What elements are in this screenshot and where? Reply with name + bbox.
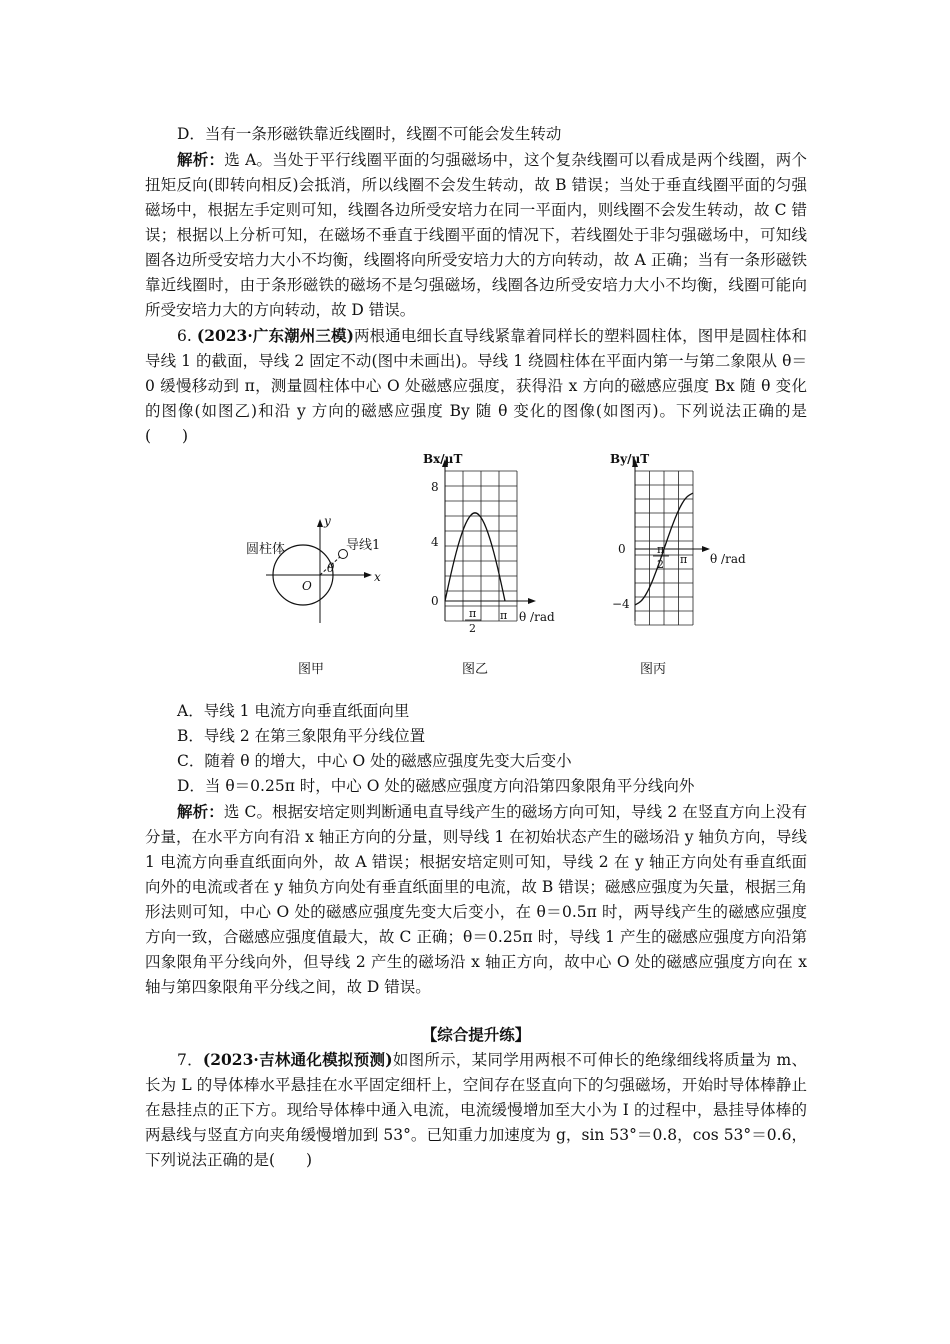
label-x: x <box>374 570 381 584</box>
caption-bing: 图丙 <box>640 662 667 677</box>
yi-xtick-pi-half-den: 2 <box>469 622 476 635</box>
q7-source: (2023·吉林通化模拟预测) <box>202 1050 393 1069</box>
caption-yi: 图乙 <box>462 662 489 677</box>
section-heading: 【综合提升练】 <box>421 1025 531 1044</box>
label-cylinder: 圆柱体 <box>246 542 286 557</box>
bing-x-arrow-icon <box>702 546 710 552</box>
label-wire1: 导线1 <box>346 538 381 553</box>
yi-ytick-4: 4 <box>431 535 439 549</box>
yi-xlabel: θ /rad <box>519 610 555 624</box>
yi-series-line <box>445 513 505 601</box>
q6-option-c: C．随着 θ 的增大，中心 O 处的磁感应强度先变大后变小 <box>177 752 572 770</box>
q7-stem-text: 如图所示，某同学用两根不可伸长的绝缘细线将质量为 m、长为 L 的导体棒水平悬挂在水平固定细杆上，空间存在竖直向下的匀强磁场，开始时导体棒静止在悬挂点的正下方。现给导体棒中通入电流，电流缓慢增加至大小为 I 的过程中，悬挂导体棒的两悬线与竖直方向夹角缓慢增加到 53°。已知重力加速度为 g，sin 53°＝0.8，cos 53°＝0.6，下列说法正确的是( ) <box>145 1051 807 1169</box>
caption-jia: 图甲 <box>298 662 325 677</box>
fig-bing <box>600 451 766 687</box>
q5-analysis-label: 解析： <box>177 150 225 169</box>
yi-x-arrow-icon <box>528 598 536 604</box>
yi-xtick-pi-half-num: π <box>469 607 477 620</box>
yi-ytick-0: 0 <box>431 594 439 608</box>
fig-jia <box>240 491 390 687</box>
q6-stem <box>145 323 807 449</box>
yi-ylabel: Bx/μT <box>423 452 463 466</box>
q6-analysis-label: 解析： <box>177 802 224 821</box>
bing-xtick-pi-half-den: 2 <box>657 558 664 571</box>
bing-xtick-pi-half-num: π <box>657 543 665 556</box>
q5-option-d: D．当有一条形磁铁靠近线圈时，线圈不可能会发生转动 <box>177 125 562 143</box>
document-page <box>145 122 807 1173</box>
bing-ytick-neg4: −4 <box>612 597 630 611</box>
label-o: O <box>302 579 312 593</box>
q6-source: (2023·广东潮州三模) <box>196 326 354 345</box>
q6-analysis-text: 选 C。根据安培定则判断通电直导线产生的磁场方向可知，导线 2 在竖直方向上没有分量，在水平方向有沿 x 轴正方向的分量，则导线 1 在初始状态产生的磁场沿 y 轴负方向，导线 1 电流方向垂直纸面向外，故 A 错误；根据安培定则可知，导线 2 在 y 轴正方向处有垂直纸面向外的电流或者在 y 轴负方向处有垂直纸面里的电流，故 B 错误；磁感应强度为矢量，根据三角形法则可知，中心 O 处的磁感应强度先变大后变小，在 θ＝0.5π 时，两导线产生的磁感应强度方向一致，合磁感应强度值最大，故 C 正确；θ＝0.25π 时，导线 1 产生的磁感应强度方向沿第四象限角平分线向外，但导线 2 产生的磁场沿 x 轴正方向，故中心 O 处的磁感应强度方向在 x 轴与第四象限角平分线之间，故 D 错误。 <box>145 803 807 996</box>
q6-option-a: A．导线 1 电流方向垂直纸面向里 <box>177 702 410 720</box>
q6-number: 6. <box>177 327 192 345</box>
label-y: y <box>324 514 331 528</box>
bing-xlabel: θ /rad <box>710 552 746 566</box>
fig-yi <box>407 451 563 687</box>
yi-ytick-8: 8 <box>431 480 439 494</box>
q6-option-b: B．导线 2 在第三象限角平分线位置 <box>177 727 426 745</box>
yi-xtick-pi: π <box>500 609 508 622</box>
q5-analysis-text: 选 A。当处于平行线圈平面的匀强磁场中，这个复杂线圈可以看成是两个线圈，两个扭矩反向(即转向相反)会抵消，所以线圈不会发生转动，故 B 错误；当处于垂直线圈平面的匀强磁场中，根据左手定则可知，线圈各边所受安培力在同一平面内，则线圈不会发生转动，故 C 错误；根据以上分析可知，在磁场不垂直于线圈平面的情况下，若线圈处于非匀强磁场中，可知线圈各边所受安培力大小不均衡，线圈将向所受安培力大的方向转动，故 A 正确；当有一条形磁铁靠近线圈时，由于条形磁铁的磁场不是匀强磁场，线圈各边所受安培力大小不均衡，线圈可能向所受安培力大的方向转动，故 D 错误。 <box>145 151 807 319</box>
bing-ytick-0: 0 <box>618 542 626 556</box>
q5-analysis <box>145 147 807 323</box>
bing-ylabel: By/μT <box>610 452 650 466</box>
q6-figures <box>145 451 807 687</box>
q6-option-d: D．当 θ＝0.25π 时，中心 O 处的磁感应强度方向沿第四象限角平分线向外 <box>177 777 695 795</box>
q6-stem-text: 两根通电细长直导线紧靠着同样长的塑料圆柱体，图甲是圆柱体和导线 1 的截面，导线 2 固定不动(图中未画出)。导线 1 绕圆柱体在平面内第一与第二象限从 θ＝0 缓慢移动到 π，测量圆柱体中心 O 处磁感应强度，获得沿 x 方向的磁感应强度 Bx 随 θ 变化的图像(如图乙)和沿 y 方向的磁感应强度 By 随 θ 变化的图像(如图丙)。下列说法正确的是( ) <box>145 327 807 445</box>
q7-stem <box>145 1047 807 1173</box>
q7-number: 7． <box>177 1051 203 1069</box>
yi-grid <box>445 471 517 621</box>
bing-xtick-pi: π <box>680 553 688 566</box>
label-theta: θ <box>327 561 335 575</box>
q6-analysis <box>145 799 807 1000</box>
y-axis-arrow-icon <box>317 519 323 527</box>
x-axis-arrow-icon <box>364 572 372 578</box>
